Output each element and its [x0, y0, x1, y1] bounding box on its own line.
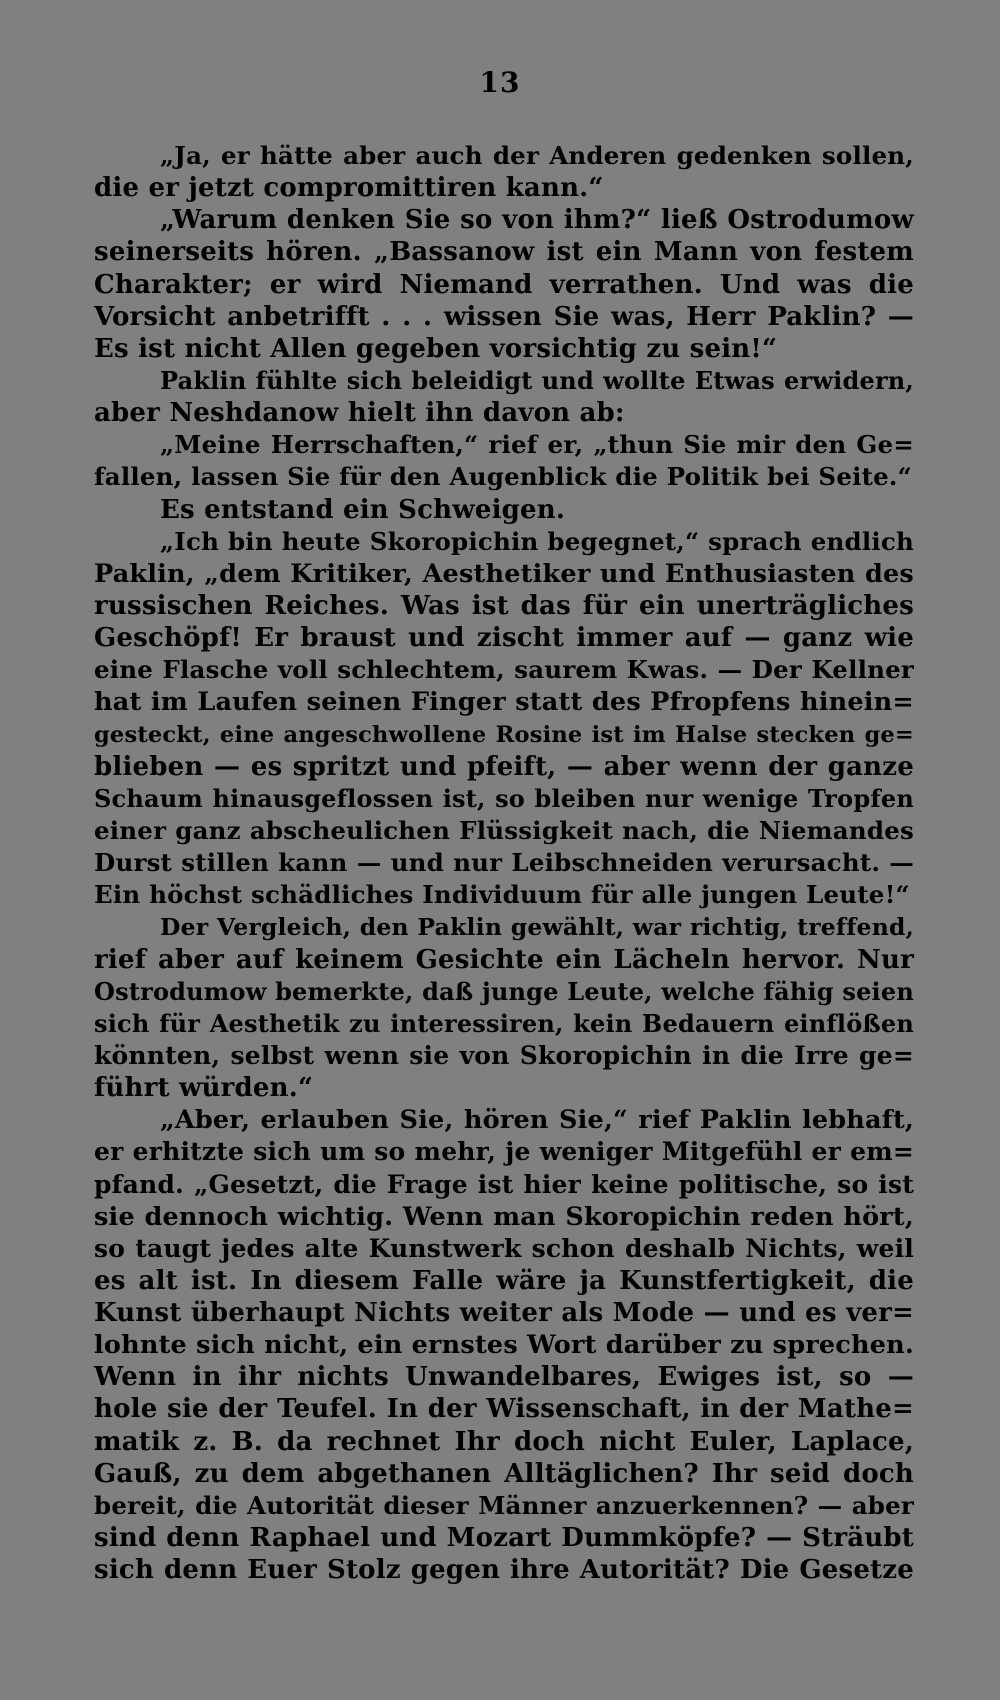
text-line: es alt ist. In diesem Falle wäre ja Kunstfertigkeit, die: [94, 1265, 914, 1296]
page-number: 13: [479, 66, 521, 99]
text-line: pfand. „Gesetzt, die Frage ist hier keine politische, so ist: [94, 1169, 914, 1199]
text-line: eine Flasche voll schlechtem, saurem Kwas. — Der Kellner: [94, 655, 914, 685]
text-line: sie dennoch wichtig. Wenn man Skoropichin reden hört,: [94, 1201, 914, 1232]
text-line: Paklin fühlte sich beleidigt und wollte Etwas erwidern,: [160, 365, 914, 395]
text-line: er erhitzte sich um so mehr, je weniger Mitgefühl er em=: [94, 1137, 914, 1167]
text-line: rief aber auf keinem Gesichte ein Lächeln hervor. Nur: [94, 944, 914, 975]
text-line: Charakter; er wird Niemand verrathen. Und was die: [94, 269, 914, 300]
text-line: Es ist nicht Allen gegeben vorsichtig zu sein!“: [94, 333, 778, 364]
text-line: gesteckt, eine angeschwollene Rosine ist im Halse stecken ge=: [94, 721, 914, 748]
text-line: Geschöpf! Er braust und zischt immer auf — ganz wie: [94, 623, 914, 654]
text-line: die er jetzt compromittiren kann.“: [94, 173, 604, 204]
text-line: einer ganz abscheulichen Flüssigkeit nach, die Niemandes: [94, 815, 914, 845]
body-text: [94, 140, 914, 1586]
text-line: lohnte sich nicht, ein ernstes Wort darüber zu sprechen.: [94, 1330, 914, 1361]
text-line: sind denn Raphael und Mozart Dummköpfe? — Sträubt: [94, 1523, 914, 1554]
text-line: „Ja, er hätte aber auch der Anderen gedenken sollen,: [160, 141, 914, 170]
text-line: Ein höchst schädliches Individuum für alle jungen Leute!“: [94, 880, 910, 910]
text-line: führt würden.“: [94, 1073, 314, 1104]
text-line: Der Vergleich, den Paklin gewählt, war richtig, treffend,: [160, 913, 914, 942]
text-line: hat im Laufen seinen Finger statt des Pfropfens hinein=: [94, 687, 914, 718]
text-line: Wenn in ihr nichts Unwandelbares, Ewiges ist, so —: [94, 1362, 914, 1393]
text-line: Gauß, zu dem abgethanen Alltäglichen? Ihr seid doch: [94, 1458, 914, 1489]
text-line: sich für Aesthetik zu interessiren, kein Bedauern einflößen: [94, 1008, 914, 1038]
text-line: Ostrodumow bemerkte, daß junge Leute, welche fähig seien: [94, 976, 914, 1006]
text-line: Es entstand ein Schweigen.: [160, 494, 566, 525]
text-line: Durst stillen kann — und nur Leibschneiden verursacht. —: [94, 848, 914, 878]
text-line: Kunst überhaupt Nichts weiter als Mode — und es ver=: [94, 1298, 914, 1329]
text-line: aber Neshdanow hielt ihn davon ab:: [94, 398, 625, 429]
text-line: „Aber, erlauben Sie, hören Sie,“ rief Paklin lebhaft,: [160, 1105, 914, 1136]
text-line: matik z. B. da rechnet Ihr doch nicht Euler, Laplace,: [94, 1426, 914, 1457]
text-line: russischen Reiches. Was ist das für ein unerträgliches: [94, 590, 914, 621]
text-line: Paklin, „dem Kritiker, Aesthetiker und Enthusiasten des: [94, 558, 914, 589]
text-line: Vorsicht anbetrifft . . . wissen Sie was, Herr Paklin? —: [94, 301, 914, 332]
text-line: Schaum hinausgeflossen ist, so bleiben nur wenige Tropfen: [94, 783, 914, 813]
text-line: fallen, lassen Sie für den Augenblick die Politik bei Seite.“: [94, 462, 912, 492]
text-line: sich denn Euer Stolz gegen ihre Autorität? Die Gesetze: [94, 1555, 914, 1586]
text-line: „Meine Herrschaften,“ rief er, „thun Sie mir den Ge=: [160, 430, 914, 460]
text-line: „Warum denken Sie so von ihm?“ ließ Ostrodumow: [160, 205, 914, 236]
text-line: so taugt jedes alte Kunstwerk schon deshalb Nichts, weil: [94, 1233, 914, 1263]
text-line: seinerseits hören. „Bassanow ist ein Mann von festem: [94, 237, 914, 268]
text-line: blieben — es spritzt und pfeift, — aber wenn der ganze: [94, 751, 914, 782]
text-line: hole sie der Teufel. In der Wissenschaft, in der Mathe=: [94, 1394, 914, 1425]
text-line: „Ich bin heute Skoropichin begegnet,“ sprach endlich: [160, 526, 914, 556]
text-line: könnten, selbst wenn sie von Skoropichin in die Irre ge=: [94, 1040, 914, 1070]
text-line: bereit, die Autorität dieser Männer anzuerkennen? — aber: [94, 1490, 914, 1520]
